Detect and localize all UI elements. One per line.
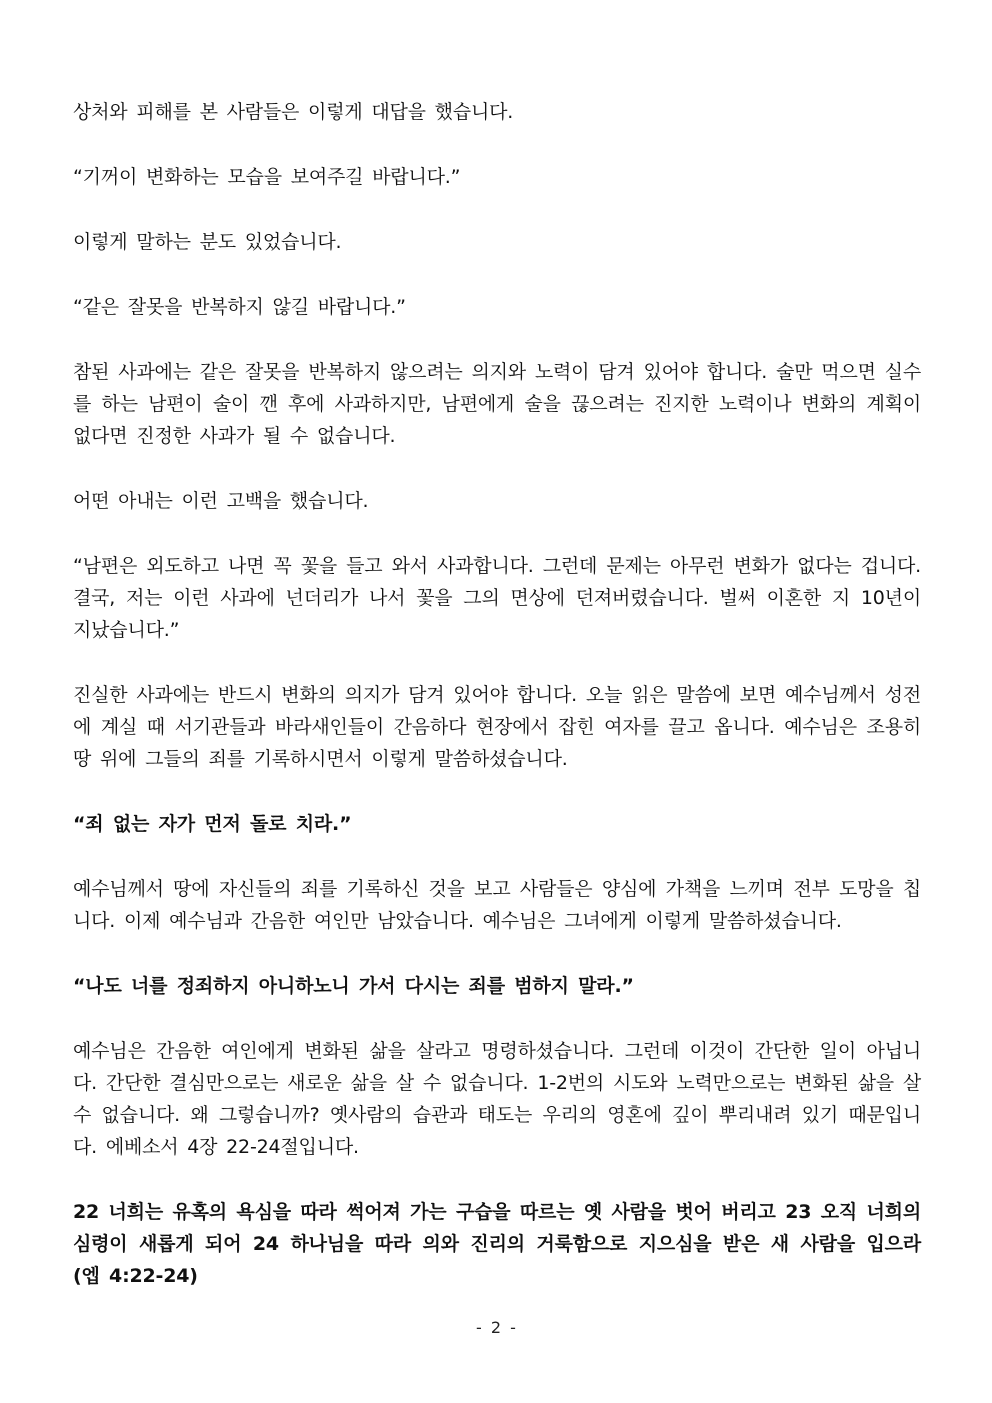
scripture-passage: 22 너희는 유혹의 욕심을 따라 썩어져 가는 구습을 따르는 옛 사람을 벗어 버리고 23 오직 너희의 심령이 새롭게 되어 24 하나님을 따라 의와 진리의 거룩함으로 지으심을 받은 새 사람을 입으라 (엡 4:22-24) xyxy=(73,1201,921,1287)
quote-paragraph-2: “같은 잘못을 반복하지 않길 바랍니다.” xyxy=(73,296,406,318)
paragraph-1: 상처와 피해를 본 사람들은 이렇게 대답을 했습니다. xyxy=(73,101,514,123)
quote-paragraph-1: “기꺼이 변화하는 모습을 보여주길 바랍니다.” xyxy=(73,166,461,188)
paragraph-6: 어떤 아내는 이런 고백을 했습니다. xyxy=(73,490,369,512)
paragraph-10: 예수님께서 땅에 자신들의 죄를 기록하신 것을 보고 사람들은 양심에 가책을 느끼며 전부 도망을 칩니다. 이제 예수님과 간음한 여인만 남았습니다. 예수님은 그녀에게 이렇게 말씀하셨습니다. xyxy=(73,878,921,932)
paragraph-5: 참된 사과에는 같은 잘못을 반복하지 않으려는 의지와 노력이 담겨 있어야 합니다. 술만 먹으면 실수를 하는 남편이 술이 깬 후에 사과하지만, 남편에게 술을 끊으려는 진지한 노력이나 변화의 계획이 없다면 진정한 사과가 될 수 없습니다. xyxy=(73,361,921,447)
document-body xyxy=(73,96,921,1325)
page-number: - 2 - xyxy=(476,1318,516,1337)
paragraph-8: 진실한 사과에는 반드시 변화의 의지가 담겨 있어야 합니다. 오늘 읽은 말씀에 보면 예수님께서 성전에 계실 때 서기관들과 바라새인들이 간음하다 현장에서 잡힌 여자를 끌고 옵니다. 예수님은 조용히 땅 위에 그들의 죄를 기록하시면서 이렇게 말씀하셨습니다. xyxy=(73,684,921,770)
scripture-quote-1: “죄 없는 자가 먼저 돌로 치라.” xyxy=(73,813,352,835)
scripture-quote-2: “나도 너를 정죄하지 아니하노니 가서 다시는 죄를 범하지 말라.” xyxy=(73,975,634,997)
paragraph-3: 이렇게 말하는 분도 있었습니다. xyxy=(73,231,342,253)
quote-paragraph-3: “남편은 외도하고 나면 꼭 꽃을 들고 와서 사과합니다. 그런데 문제는 아무런 변화가 없다는 겁니다. 결국, 저는 이런 사과에 넌더리가 나서 꽃을 그의 면상에 던져버렸습니다. 벌써 이혼한 지 10년이 지났습니다.” xyxy=(73,555,921,641)
paragraph-12: 예수님은 간음한 여인에게 변화된 삶을 살라고 명령하셨습니다. 그런데 이것이 간단한 일이 아닙니다. 간단한 결심만으로는 새로운 삶을 살 수 없습니다. 1-2번의 시도와 노력만으로는 변화된 삶을 살 수 없습니다. 왜 그렇습니까? 옛사람의 습관과 태도는 우리의 영혼에 깊이 뿌리내려 있기 때문입니다. 에베소서 4장 22-24절입니다. xyxy=(73,1040,921,1158)
